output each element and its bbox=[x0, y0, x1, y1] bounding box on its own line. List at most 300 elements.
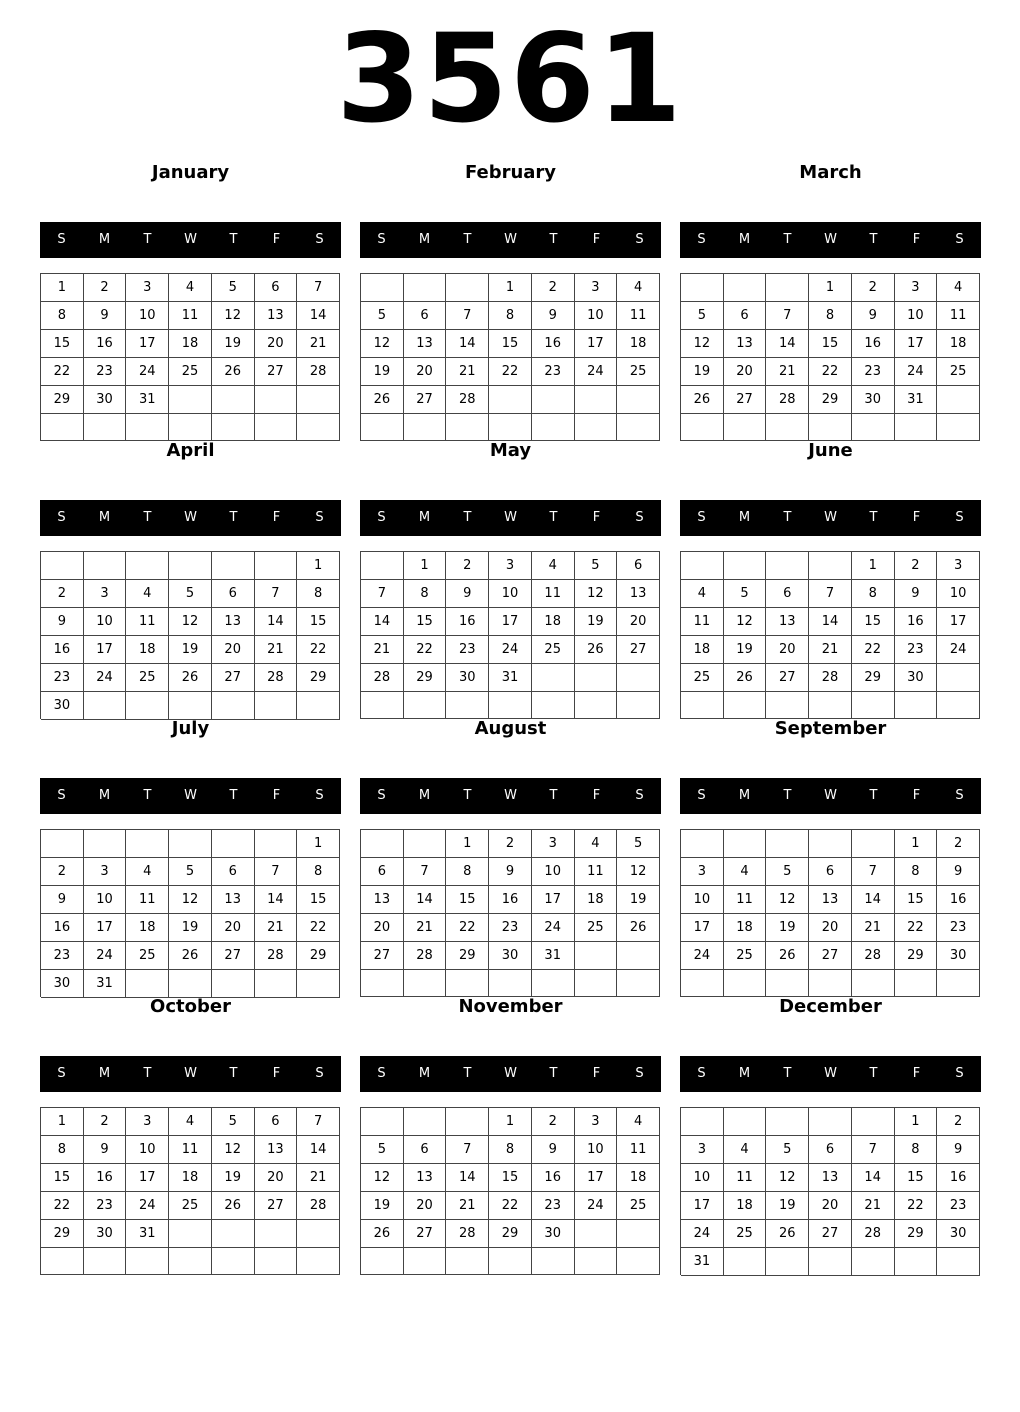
month-name: January bbox=[151, 162, 230, 183]
weekday-label: M bbox=[418, 232, 431, 247]
day-cell: 2 bbox=[41, 858, 84, 886]
day-cell: 18 bbox=[126, 636, 169, 664]
day-cell: 27 bbox=[766, 664, 809, 692]
empty-day-cell bbox=[361, 1108, 404, 1136]
day-cell: 22 bbox=[809, 358, 852, 386]
day-cell: 1 bbox=[852, 552, 895, 580]
day-grid bbox=[680, 273, 980, 441]
day-cell: 31 bbox=[895, 386, 938, 414]
day-cell: 24 bbox=[575, 358, 618, 386]
day-cell: 15 bbox=[297, 608, 340, 636]
day-cell: 18 bbox=[532, 608, 575, 636]
month-name: May bbox=[489, 440, 532, 461]
weekday-label: S bbox=[697, 788, 706, 803]
weekday-label: W bbox=[824, 1066, 837, 1081]
day-cell: 6 bbox=[766, 580, 809, 608]
day-cell: 2 bbox=[852, 274, 895, 302]
empty-day-cell bbox=[41, 1248, 84, 1275]
day-cell: 9 bbox=[446, 580, 489, 608]
day-cell: 28 bbox=[297, 358, 340, 386]
day-cell: 13 bbox=[724, 330, 767, 358]
day-cell: 7 bbox=[852, 1136, 895, 1164]
day-cell: 10 bbox=[575, 1136, 618, 1164]
weekday-label: M bbox=[98, 232, 111, 247]
empty-day-cell bbox=[255, 830, 298, 858]
day-cell: 13 bbox=[809, 886, 852, 914]
day-cell: 24 bbox=[575, 1192, 618, 1220]
empty-day-cell bbox=[575, 1220, 618, 1248]
day-cell: 1 bbox=[41, 1108, 84, 1136]
month-august bbox=[360, 718, 661, 963]
day-cell: 4 bbox=[617, 1108, 660, 1136]
day-cell: 18 bbox=[126, 914, 169, 942]
day-cell: 9 bbox=[84, 1136, 127, 1164]
weekday-label: F bbox=[592, 510, 601, 525]
month-name: November bbox=[458, 996, 563, 1017]
day-cell: 3 bbox=[489, 552, 532, 580]
weekday-header bbox=[680, 1056, 981, 1092]
day-cell: 3 bbox=[126, 1108, 169, 1136]
month-october bbox=[40, 996, 341, 1241]
day-cell: 8 bbox=[297, 858, 340, 886]
day-cell: 15 bbox=[895, 1164, 938, 1192]
empty-day-cell bbox=[446, 1248, 489, 1275]
day-cell: 16 bbox=[532, 330, 575, 358]
day-cell: 16 bbox=[84, 1164, 127, 1192]
month-january bbox=[40, 162, 341, 407]
day-cell: 4 bbox=[532, 552, 575, 580]
day-cell: 23 bbox=[532, 1192, 575, 1220]
empty-day-cell bbox=[489, 386, 532, 414]
day-cell: 9 bbox=[895, 580, 938, 608]
empty-day-cell bbox=[809, 1108, 852, 1136]
day-cell: 22 bbox=[41, 358, 84, 386]
day-cell: 3 bbox=[937, 552, 980, 580]
empty-day-cell bbox=[446, 274, 489, 302]
day-cell: 5 bbox=[617, 830, 660, 858]
day-cell: 7 bbox=[852, 858, 895, 886]
day-cell: 23 bbox=[895, 636, 938, 664]
day-cell: 17 bbox=[489, 608, 532, 636]
day-grid bbox=[40, 273, 340, 441]
day-cell: 14 bbox=[446, 1164, 489, 1192]
empty-day-cell bbox=[681, 830, 724, 858]
day-cell: 6 bbox=[404, 302, 447, 330]
weekday-label: M bbox=[418, 788, 431, 803]
day-cell: 30 bbox=[84, 1220, 127, 1248]
empty-day-cell bbox=[41, 552, 84, 580]
weekday-label: T bbox=[143, 788, 152, 803]
day-cell: 12 bbox=[361, 330, 404, 358]
day-cell: 8 bbox=[446, 858, 489, 886]
day-cell: 29 bbox=[297, 942, 340, 970]
day-cell: 27 bbox=[255, 358, 298, 386]
weekday-label: W bbox=[504, 232, 517, 247]
day-cell: 26 bbox=[575, 636, 618, 664]
day-cell: 27 bbox=[212, 664, 255, 692]
day-cell: 23 bbox=[84, 1192, 127, 1220]
day-cell: 21 bbox=[255, 636, 298, 664]
empty-day-cell bbox=[809, 830, 852, 858]
empty-day-cell bbox=[255, 386, 298, 414]
weekday-label: F bbox=[272, 232, 281, 247]
day-cell: 10 bbox=[532, 858, 575, 886]
day-cell: 30 bbox=[489, 942, 532, 970]
empty-day-cell bbox=[724, 1108, 767, 1136]
day-cell: 8 bbox=[489, 1136, 532, 1164]
weekday-label: S bbox=[57, 788, 66, 803]
day-cell: 14 bbox=[809, 608, 852, 636]
day-cell: 15 bbox=[895, 886, 938, 914]
day-cell: 24 bbox=[681, 1220, 724, 1248]
empty-day-cell bbox=[212, 1248, 255, 1275]
day-cell: 28 bbox=[809, 664, 852, 692]
weekday-label: S bbox=[315, 232, 324, 247]
day-cell: 20 bbox=[404, 1192, 447, 1220]
day-cell: 16 bbox=[489, 886, 532, 914]
day-cell: 28 bbox=[852, 1220, 895, 1248]
day-cell: 16 bbox=[41, 636, 84, 664]
weekday-label: T bbox=[229, 232, 238, 247]
day-cell: 19 bbox=[766, 1192, 809, 1220]
day-cell: 29 bbox=[489, 1220, 532, 1248]
day-cell: 27 bbox=[617, 636, 660, 664]
weekday-label: S bbox=[377, 788, 386, 803]
empty-day-cell bbox=[617, 1248, 660, 1275]
empty-day-cell bbox=[852, 1248, 895, 1276]
day-cell: 6 bbox=[255, 274, 298, 302]
empty-day-cell bbox=[809, 1248, 852, 1276]
weekday-label: T bbox=[869, 232, 878, 247]
day-cell: 26 bbox=[169, 942, 212, 970]
day-cell: 21 bbox=[297, 330, 340, 358]
day-cell: 27 bbox=[404, 386, 447, 414]
day-cell: 10 bbox=[681, 886, 724, 914]
day-grid bbox=[360, 551, 660, 719]
day-cell: 26 bbox=[361, 1220, 404, 1248]
day-cell: 27 bbox=[404, 1220, 447, 1248]
day-cell: 1 bbox=[809, 274, 852, 302]
day-cell: 20 bbox=[809, 1192, 852, 1220]
day-cell: 30 bbox=[532, 1220, 575, 1248]
weekday-label: S bbox=[57, 1066, 66, 1081]
weekday-header bbox=[40, 222, 341, 258]
day-cell: 4 bbox=[126, 858, 169, 886]
day-cell: 22 bbox=[297, 636, 340, 664]
day-cell: 17 bbox=[575, 1164, 618, 1192]
day-cell: 5 bbox=[724, 580, 767, 608]
day-cell: 15 bbox=[41, 1164, 84, 1192]
day-cell: 24 bbox=[84, 942, 127, 970]
day-cell: 14 bbox=[766, 330, 809, 358]
day-cell: 25 bbox=[575, 914, 618, 942]
day-cell: 22 bbox=[895, 914, 938, 942]
day-cell: 13 bbox=[766, 608, 809, 636]
day-cell: 28 bbox=[255, 664, 298, 692]
day-cell: 25 bbox=[126, 664, 169, 692]
day-cell: 12 bbox=[575, 580, 618, 608]
weekday-label: T bbox=[869, 510, 878, 525]
day-cell: 31 bbox=[489, 664, 532, 692]
day-cell: 23 bbox=[532, 358, 575, 386]
day-cell: 19 bbox=[575, 608, 618, 636]
month-name: August bbox=[474, 718, 547, 739]
empty-day-cell bbox=[937, 664, 980, 692]
day-cell: 18 bbox=[575, 886, 618, 914]
weekday-label: T bbox=[869, 788, 878, 803]
day-cell: 19 bbox=[212, 330, 255, 358]
empty-day-cell bbox=[766, 830, 809, 858]
day-cell: 2 bbox=[937, 1108, 980, 1136]
day-cell: 7 bbox=[255, 580, 298, 608]
day-cell: 11 bbox=[617, 1136, 660, 1164]
day-cell: 22 bbox=[489, 358, 532, 386]
weekday-label: S bbox=[315, 788, 324, 803]
day-cell: 20 bbox=[724, 358, 767, 386]
day-cell: 4 bbox=[617, 274, 660, 302]
day-cell: 21 bbox=[297, 1164, 340, 1192]
day-cell: 29 bbox=[895, 1220, 938, 1248]
month-july bbox=[40, 718, 341, 991]
day-grid bbox=[680, 1107, 980, 1275]
weekday-label: S bbox=[955, 1066, 964, 1081]
day-cell: 6 bbox=[361, 858, 404, 886]
day-cell: 24 bbox=[126, 1192, 169, 1220]
day-cell: 30 bbox=[41, 970, 84, 998]
empty-day-cell bbox=[895, 1248, 938, 1276]
day-cell: 5 bbox=[766, 1136, 809, 1164]
day-cell: 30 bbox=[852, 386, 895, 414]
day-cell: 8 bbox=[489, 302, 532, 330]
weekday-label: T bbox=[463, 1066, 472, 1081]
day-cell: 7 bbox=[809, 580, 852, 608]
day-cell: 2 bbox=[84, 1108, 127, 1136]
day-cell: 6 bbox=[809, 1136, 852, 1164]
empty-day-cell bbox=[724, 1248, 767, 1276]
day-cell: 20 bbox=[212, 914, 255, 942]
day-cell: 21 bbox=[766, 358, 809, 386]
month-march bbox=[680, 162, 981, 407]
year-title: 3561 bbox=[336, 8, 684, 150]
month-name: July bbox=[171, 718, 210, 739]
weekday-label: S bbox=[697, 1066, 706, 1081]
empty-day-cell bbox=[212, 1220, 255, 1248]
day-cell: 19 bbox=[766, 914, 809, 942]
day-cell: 13 bbox=[404, 330, 447, 358]
empty-day-cell bbox=[169, 552, 212, 580]
day-cell: 23 bbox=[489, 914, 532, 942]
weekday-header bbox=[40, 778, 341, 814]
day-cell: 4 bbox=[724, 1136, 767, 1164]
empty-day-cell bbox=[446, 1108, 489, 1136]
empty-day-cell bbox=[852, 1108, 895, 1136]
empty-day-cell bbox=[489, 1248, 532, 1275]
empty-day-cell bbox=[681, 274, 724, 302]
day-cell: 3 bbox=[84, 858, 127, 886]
weekday-label: T bbox=[783, 1066, 792, 1081]
empty-day-cell bbox=[724, 830, 767, 858]
empty-day-cell bbox=[681, 1108, 724, 1136]
weekday-label: T bbox=[783, 510, 792, 525]
day-cell: 5 bbox=[169, 858, 212, 886]
weekday-header bbox=[680, 222, 981, 258]
empty-day-cell bbox=[169, 1248, 212, 1275]
empty-day-cell bbox=[404, 1108, 447, 1136]
weekday-label: F bbox=[592, 1066, 601, 1081]
day-cell: 7 bbox=[404, 858, 447, 886]
empty-day-cell bbox=[361, 552, 404, 580]
day-cell: 21 bbox=[446, 358, 489, 386]
day-cell: 30 bbox=[446, 664, 489, 692]
day-cell: 31 bbox=[126, 386, 169, 414]
day-cell: 1 bbox=[404, 552, 447, 580]
day-cell: 12 bbox=[681, 330, 724, 358]
empty-day-cell bbox=[617, 1220, 660, 1248]
empty-day-cell bbox=[617, 942, 660, 970]
day-cell: 31 bbox=[126, 1220, 169, 1248]
weekday-label: T bbox=[549, 788, 558, 803]
day-cell: 21 bbox=[404, 914, 447, 942]
weekday-label: S bbox=[635, 232, 644, 247]
day-cell: 4 bbox=[937, 274, 980, 302]
day-cell: 13 bbox=[255, 1136, 298, 1164]
day-cell: 12 bbox=[617, 858, 660, 886]
day-cell: 30 bbox=[895, 664, 938, 692]
day-cell: 14 bbox=[446, 330, 489, 358]
month-name: October bbox=[150, 996, 231, 1017]
month-november bbox=[360, 996, 661, 1241]
day-cell: 2 bbox=[895, 552, 938, 580]
day-cell: 12 bbox=[361, 1164, 404, 1192]
day-cell: 24 bbox=[532, 914, 575, 942]
day-cell: 18 bbox=[724, 914, 767, 942]
day-cell: 29 bbox=[852, 664, 895, 692]
day-cell: 18 bbox=[169, 1164, 212, 1192]
day-cell: 8 bbox=[809, 302, 852, 330]
day-cell: 26 bbox=[169, 664, 212, 692]
weekday-header bbox=[680, 778, 981, 814]
day-cell: 6 bbox=[255, 1108, 298, 1136]
day-cell: 12 bbox=[212, 302, 255, 330]
weekday-label: S bbox=[377, 1066, 386, 1081]
day-cell: 5 bbox=[766, 858, 809, 886]
day-cell: 28 bbox=[361, 664, 404, 692]
day-cell: 28 bbox=[852, 942, 895, 970]
day-cell: 21 bbox=[852, 1192, 895, 1220]
day-cell: 3 bbox=[895, 274, 938, 302]
day-cell: 19 bbox=[361, 1192, 404, 1220]
day-cell: 18 bbox=[937, 330, 980, 358]
day-cell: 7 bbox=[361, 580, 404, 608]
day-cell: 16 bbox=[84, 330, 127, 358]
day-cell: 15 bbox=[809, 330, 852, 358]
weekday-label: M bbox=[98, 510, 111, 525]
weekday-label: S bbox=[955, 510, 964, 525]
day-cell: 17 bbox=[681, 1192, 724, 1220]
day-grid bbox=[360, 273, 660, 441]
day-grid bbox=[680, 829, 980, 997]
day-cell: 16 bbox=[852, 330, 895, 358]
day-cell: 20 bbox=[809, 914, 852, 942]
day-cell: 9 bbox=[41, 608, 84, 636]
day-cell: 3 bbox=[681, 858, 724, 886]
weekday-label: T bbox=[463, 232, 472, 247]
day-cell: 19 bbox=[212, 1164, 255, 1192]
empty-day-cell bbox=[126, 552, 169, 580]
day-cell: 24 bbox=[126, 358, 169, 386]
weekday-label: F bbox=[592, 788, 601, 803]
day-cell: 13 bbox=[809, 1164, 852, 1192]
day-cell: 25 bbox=[681, 664, 724, 692]
weekday-label: S bbox=[635, 1066, 644, 1081]
day-cell: 17 bbox=[84, 914, 127, 942]
weekday-label: M bbox=[738, 788, 751, 803]
day-cell: 16 bbox=[937, 886, 980, 914]
day-cell: 21 bbox=[446, 1192, 489, 1220]
day-grid bbox=[40, 551, 340, 719]
day-cell: 7 bbox=[446, 1136, 489, 1164]
empty-day-cell bbox=[361, 274, 404, 302]
day-cell: 16 bbox=[446, 608, 489, 636]
day-cell: 28 bbox=[446, 386, 489, 414]
day-cell: 17 bbox=[126, 1164, 169, 1192]
day-cell: 11 bbox=[724, 886, 767, 914]
empty-day-cell bbox=[297, 1220, 340, 1248]
weekday-label: T bbox=[783, 232, 792, 247]
empty-day-cell bbox=[169, 1220, 212, 1248]
day-cell: 2 bbox=[84, 274, 127, 302]
weekday-label: M bbox=[738, 510, 751, 525]
day-cell: 15 bbox=[297, 886, 340, 914]
day-cell: 16 bbox=[532, 1164, 575, 1192]
weekday-label: F bbox=[272, 1066, 281, 1081]
day-cell: 12 bbox=[724, 608, 767, 636]
weekday-label: W bbox=[184, 510, 197, 525]
weekday-label: F bbox=[912, 788, 921, 803]
day-cell: 13 bbox=[212, 886, 255, 914]
day-cell: 1 bbox=[297, 830, 340, 858]
empty-day-cell bbox=[532, 664, 575, 692]
day-cell: 25 bbox=[937, 358, 980, 386]
day-cell: 17 bbox=[575, 330, 618, 358]
day-cell: 4 bbox=[126, 580, 169, 608]
empty-day-cell bbox=[766, 274, 809, 302]
day-cell: 20 bbox=[255, 330, 298, 358]
empty-day-cell bbox=[724, 552, 767, 580]
weekday-label: W bbox=[824, 788, 837, 803]
day-cell: 25 bbox=[724, 942, 767, 970]
weekday-label: T bbox=[783, 788, 792, 803]
day-grid bbox=[680, 551, 980, 719]
weekday-label: T bbox=[143, 232, 152, 247]
day-grid bbox=[40, 1107, 340, 1275]
day-cell: 4 bbox=[724, 858, 767, 886]
day-cell: 16 bbox=[41, 914, 84, 942]
weekday-label: T bbox=[143, 1066, 152, 1081]
weekday-label: S bbox=[315, 510, 324, 525]
day-cell: 20 bbox=[766, 636, 809, 664]
day-cell: 27 bbox=[809, 942, 852, 970]
day-cell: 7 bbox=[297, 1108, 340, 1136]
day-cell: 17 bbox=[937, 608, 980, 636]
day-cell: 18 bbox=[169, 330, 212, 358]
day-cell: 8 bbox=[41, 1136, 84, 1164]
empty-day-cell bbox=[766, 1248, 809, 1276]
day-cell: 11 bbox=[126, 608, 169, 636]
day-cell: 27 bbox=[255, 1192, 298, 1220]
day-cell: 29 bbox=[809, 386, 852, 414]
day-cell: 28 bbox=[404, 942, 447, 970]
